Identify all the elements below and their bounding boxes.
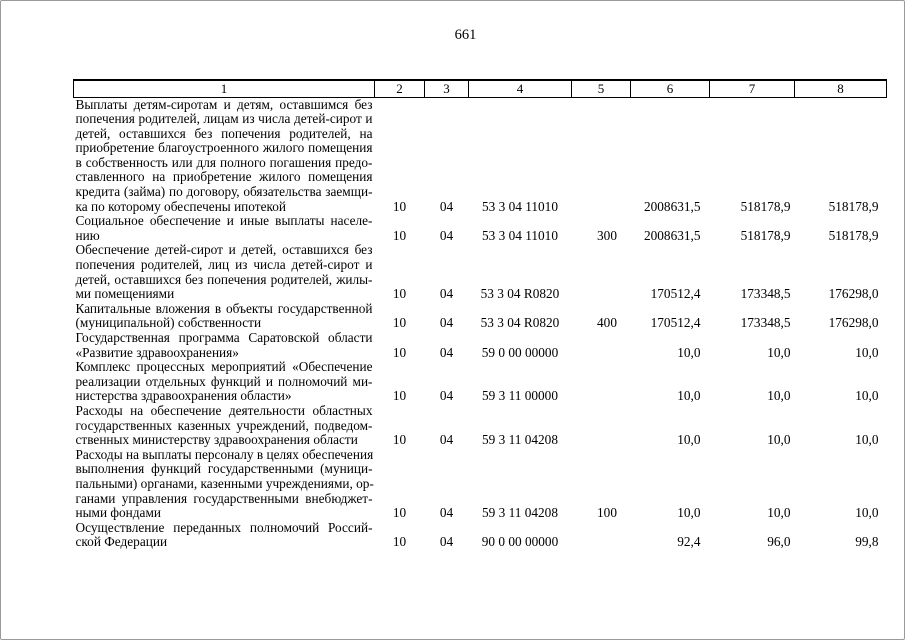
text-line: Осуществление переданных полномочий Россий- xyxy=(75,519,373,535)
cell-c5 xyxy=(572,243,631,301)
column-header-4: 4 xyxy=(469,80,572,97)
table-row xyxy=(74,243,887,301)
text-line: нистерства здравоохранения области» xyxy=(75,388,292,404)
cell-c6: 170512,4 xyxy=(650,315,701,331)
cell-name xyxy=(74,448,375,521)
text-line: ными фондами xyxy=(75,505,161,521)
cell-c5 xyxy=(572,521,631,550)
cell-c7: 10,0 xyxy=(767,505,791,521)
cell-c7: 173348,5 xyxy=(740,286,791,302)
cell-c2: 10 xyxy=(392,227,407,243)
cell-c8: 518178,9 xyxy=(828,198,879,214)
text-line: ми помещениями xyxy=(75,286,175,302)
cell-c6: 10,0 xyxy=(677,388,701,404)
cell-c7: 10,0 xyxy=(767,388,791,404)
text-line: Государственная программа Саратовской области xyxy=(75,330,373,345)
cell-name xyxy=(74,302,375,331)
cell-c7: 10,0 xyxy=(767,432,791,448)
table-row xyxy=(74,448,887,521)
cell-c3: 04 xyxy=(439,227,454,243)
column-header-8: 8 xyxy=(795,80,887,97)
cell-c6: 170512,4 xyxy=(650,286,701,302)
cell-c4: 59 3 11 04208 xyxy=(482,432,558,448)
table-row xyxy=(74,360,887,404)
cell-c3: 04 xyxy=(439,505,454,521)
text-line: попечения родителей, лицам из числа детей-сирот и xyxy=(75,111,373,127)
cell-c6: 10,0 xyxy=(677,344,701,360)
text-line: в собственность или для полного погашения предо- xyxy=(75,154,373,170)
cell-c2: 10 xyxy=(392,315,407,331)
cell-c6: 2008631,5 xyxy=(643,198,701,214)
cell-c4: 59 3 11 00000 xyxy=(482,388,558,404)
column-header-3: 3 xyxy=(425,80,469,97)
cell-name xyxy=(74,97,375,214)
cell-c2: 10 xyxy=(392,286,407,302)
cell-c4: 53 3 04 11010 xyxy=(482,227,558,243)
cell-c6: 10,0 xyxy=(677,432,701,448)
cell-c6: 10,0 xyxy=(677,505,701,521)
text-line: «Развитие здравоохранения» xyxy=(75,344,239,360)
text-line: государственных казенных учреждений, подведом- xyxy=(75,417,373,433)
cell-c2: 10 xyxy=(392,198,407,214)
cell-c8: 176298,0 xyxy=(828,286,879,302)
cell-name xyxy=(74,214,375,243)
text-line: детей, оставшихся без попечения родителей, на xyxy=(75,125,373,141)
cell-c5: 300 xyxy=(597,227,617,243)
cell-c8: 99,8 xyxy=(855,534,879,550)
cell-c4: 53 3 04 11010 xyxy=(482,198,558,214)
text-line: попечения родителей, лиц из числа детей-сирот и xyxy=(75,257,373,273)
cell-c3: 04 xyxy=(439,534,454,550)
cell-c4: 53 3 04 R0820 xyxy=(480,286,560,302)
text-line: выполнения функций государственными (муници- xyxy=(75,461,373,477)
text-line: ка по которому обеспечены ипотекой xyxy=(75,198,287,214)
page-number: 661 xyxy=(454,27,477,43)
column-header-7: 7 xyxy=(710,80,795,97)
cell-c8: 176298,0 xyxy=(828,315,879,331)
cell-c6: 92,4 xyxy=(677,534,701,550)
cell-c2: 10 xyxy=(392,388,407,404)
text-line: кредита (займа) по договору, обязательства заемщи- xyxy=(75,184,373,200)
text-line: нию xyxy=(75,227,100,243)
cell-c7: 518178,9 xyxy=(740,227,791,243)
cell-c2: 10 xyxy=(392,534,407,550)
header-row xyxy=(74,80,887,97)
cell-c6: 2008631,5 xyxy=(643,227,701,243)
cell-name xyxy=(74,243,375,301)
table-row xyxy=(74,302,887,331)
cell-c5: 400 xyxy=(597,315,617,331)
cell-c5 xyxy=(572,360,631,404)
budget-table xyxy=(73,79,887,550)
text-line: ственных министерству здравоохранения области xyxy=(75,432,358,448)
cell-c8: 10,0 xyxy=(855,432,879,448)
cell-c5 xyxy=(572,404,631,448)
cell-name xyxy=(74,331,375,360)
cell-c4: 53 3 04 R0820 xyxy=(480,315,560,331)
text-line: Расходы на выплаты персоналу в целях обеспечения xyxy=(75,446,374,462)
cell-c5: 100 xyxy=(597,505,617,521)
cell-c4: 59 3 11 04208 xyxy=(482,505,558,521)
text-line: (муниципальной) собственности xyxy=(75,315,262,331)
cell-name xyxy=(74,404,375,448)
cell-name xyxy=(74,521,375,550)
cell-name xyxy=(74,360,375,404)
text-line: Социальное обеспечение и иные выплаты населе- xyxy=(75,213,373,229)
table-row xyxy=(74,214,887,243)
cell-c2: 10 xyxy=(392,432,407,448)
cell-c2: 10 xyxy=(392,344,407,360)
cell-c3: 04 xyxy=(439,344,454,360)
column-header-5: 5 xyxy=(572,80,631,97)
text-line: Капитальные вложения в объекты государственной xyxy=(75,300,373,316)
cell-c7: 518178,9 xyxy=(740,198,791,214)
cell-c7: 96,0 xyxy=(767,534,791,550)
cell-c3: 04 xyxy=(439,286,454,302)
column-header-2: 2 xyxy=(375,80,425,97)
table-row xyxy=(74,97,887,214)
cell-c3: 04 xyxy=(439,432,454,448)
table-row xyxy=(74,404,887,448)
column-header-1: 1 xyxy=(74,80,375,97)
cell-c2: 10 xyxy=(392,505,407,521)
text-line: Обеспечение детей-сирот и детей, оставшихся без xyxy=(75,242,373,258)
text-line: ской Федерации xyxy=(75,534,168,550)
text-line: реализации отдельных функций и полномочий ми- xyxy=(75,373,373,389)
cell-c8: 10,0 xyxy=(855,344,879,360)
cell-c8: 518178,9 xyxy=(828,227,879,243)
cell-c5 xyxy=(572,331,631,360)
cell-c8: 10,0 xyxy=(855,388,879,404)
text-line: Выплаты детям-сиротам и детям, оставшимся без xyxy=(75,96,373,112)
text-line: детей, оставшихся без попечения родителей, жилы- xyxy=(75,271,373,287)
text-line: приобретение благоустроенного жилого помещения xyxy=(75,140,373,156)
text-line: пальными) органами, казенными учреждениями, ор- xyxy=(75,475,374,491)
cell-c5 xyxy=(572,97,631,214)
cell-c3: 04 xyxy=(439,315,454,331)
cell-c4: 59 0 00 00000 xyxy=(481,344,559,360)
text-line: ганами управления государственными внебюджет- xyxy=(75,490,373,506)
text-line: Комплекс процессных мероприятий «Обеспечение xyxy=(75,359,373,375)
table-row xyxy=(74,331,887,360)
cell-c7: 173348,5 xyxy=(740,315,791,331)
cell-c3: 04 xyxy=(439,388,454,404)
text-line: ставленного на приобретение жилого помещения xyxy=(75,169,373,185)
text-line: Расходы на обеспечение деятельности областных xyxy=(75,402,373,418)
column-header-6: 6 xyxy=(631,80,710,97)
cell-c3: 04 xyxy=(439,198,454,214)
table-row xyxy=(74,521,887,550)
cell-c4: 90 0 00 00000 xyxy=(481,534,559,550)
cell-c8: 10,0 xyxy=(855,505,879,521)
cell-c7: 10,0 xyxy=(767,344,791,360)
